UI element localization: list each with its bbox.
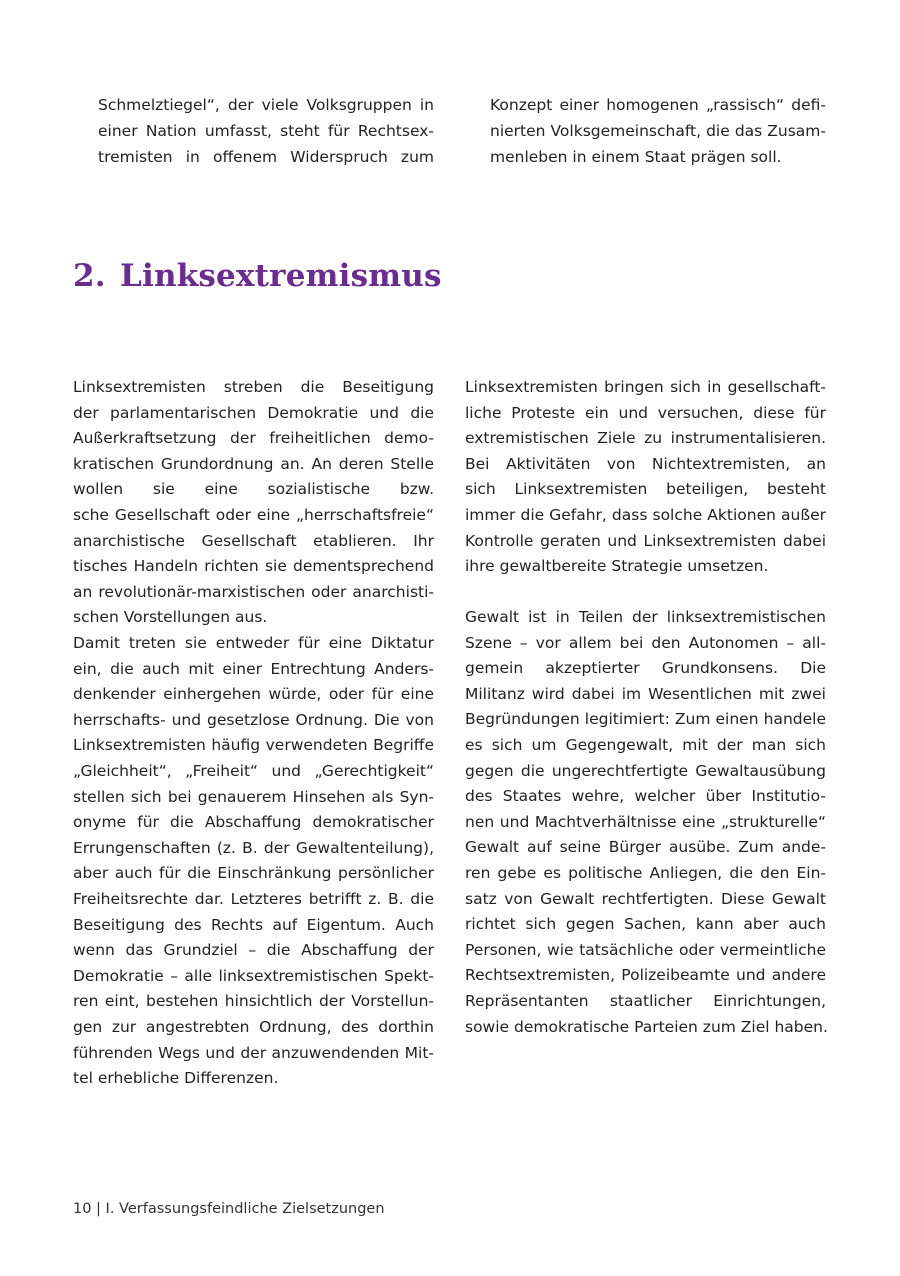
text-line: menleben in einem Staat prägen soll. [490, 148, 782, 166]
text-line: des Staates wehre, welcher über Institutio- [465, 787, 826, 806]
text-line: schen Vorstellungen aus. [73, 608, 268, 627]
text-line: Militanz wird dabei im Wesentlichen mit zwei [465, 684, 826, 703]
text-line: immer die Gefahr, dass solche Aktionen außer [465, 506, 826, 524]
section-number: 2. [73, 258, 106, 294]
text-line: tremisten in offenem Widerspruch zum [98, 148, 434, 166]
text-line: Freiheitsrechte dar. Letzteres betrifft z. B. die [73, 890, 434, 908]
text-line: liche Proteste ein und versuchen, diese für [465, 403, 826, 422]
section-heading [73, 258, 442, 294]
text-line: an revolutionär-marxistischen oder anarchisti- [73, 582, 434, 601]
text-line: der parlamentarischen Demokratie und die [73, 403, 434, 422]
text-line: Linksextremisten streben die Beseitigung [73, 378, 434, 396]
text-line: nierten Volksgemeinschaft, die das Zusam- [490, 122, 826, 140]
text-line: kratischen Grundordnung an. An deren Stelle [73, 454, 434, 473]
text-line: Begründungen legitimiert: Zum einen handele [465, 710, 826, 729]
text-line: Gewalt ist in Teilen der linksextremistischen [465, 608, 826, 626]
text-line: es sich um Gegengewalt, mit der man sich [465, 736, 826, 754]
text-line: richtet sich gegen Sachen, kann aber auch [465, 915, 826, 934]
text-line: satz von Gewalt rechtfertigten. Diese Gewalt [465, 889, 826, 908]
page-footer: 10 | I. Verfassungsfeindliche Zielsetzungen [73, 1201, 385, 1217]
text-line: Bei Aktivitäten von Nichtextremisten, an [465, 454, 826, 473]
text-line: wenn das Grundziel – die Abschaffung der [73, 941, 434, 960]
text-line: Errungenschaften (z. B. der Gewaltenteilung), [73, 838, 434, 857]
text-line: nen und Machtverhältnisse eine „strukturelle“ [465, 812, 826, 831]
text-line: aber auch für die Einschränkung persönlicher [73, 864, 434, 883]
text-line: Außerkraftsetzung der freiheitlichen demo- [73, 429, 434, 448]
text-line: einer Nation umfasst, steht für Rechtsex- [98, 122, 434, 140]
section-title: Linksextremismus [120, 258, 442, 294]
text-line: Kontrolle geraten und Linksextremisten dabei [465, 531, 826, 550]
text-line: Beseitigung des Rechts auf Eigentum. Auch [73, 915, 434, 934]
text-line: denkender einhergehen würde, oder für eine [73, 685, 434, 704]
text-line: anarchistische Gesellschaft etablieren. Ihr [73, 531, 434, 550]
text-line: wollen sie eine sozialistische bzw. [73, 480, 434, 499]
text-line: gemein akzeptierter Grundkonsens. Die [465, 659, 826, 678]
text-line: Szene – vor allem bei den Autonomen – all- [465, 633, 826, 652]
text-line: gen zur angestrebten Ordnung, des dorthin [73, 1018, 434, 1036]
text-line: Personen, wie tatsächliche oder vermeintliche [465, 940, 826, 959]
text-line: Damit treten sie entweder für eine Diktatur [73, 634, 434, 652]
text-line: „Gleichheit“, „Freiheit“ und „Gerechtigkeit“ [73, 762, 434, 780]
text-line: tisches Handeln richten sie dementsprechend [73, 557, 434, 576]
text-line: ren gebe es politische Anliegen, die den Ein- [465, 864, 826, 882]
text-line: onyme für die Abschaffung demokratischer [73, 813, 434, 832]
text-line: Konzept einer homogenen „rassisch“ defi- [490, 96, 826, 114]
text-line: Repräsentanten staatlicher Einrichtungen, [465, 992, 826, 1010]
text-line: Demokratie – alle linksextremistischen Spekt- [73, 966, 434, 985]
text-line: führenden Wegs und der anzuwendenden Mit- [73, 1043, 434, 1062]
text-line: Linksextremisten häufig verwendeten Begriffe [73, 736, 434, 755]
text-line: ihre gewaltbereite Strategie umsetzen. [465, 557, 769, 576]
text-line: Linksextremisten bringen sich in gesellschaft- [465, 378, 826, 396]
text-line: sich Linksextremisten beteiligen, besteht [465, 480, 826, 499]
text-line: gegen die ungerechtfertigte Gewaltausübung [465, 761, 826, 780]
text-line: Gewalt auf seine Bürger ausübe. Zum ande- [465, 838, 826, 857]
text-line: ren eint, bestehen hinsichtlich der Vorstellun- [73, 992, 434, 1011]
text-line: sowie demokratische Parteien zum Ziel haben. [465, 1017, 828, 1036]
text-line: sche Gesellschaft oder eine „herrschaftsfreie“ [73, 506, 434, 524]
text-line: extremistischen Ziele zu instrumentalisieren. [465, 429, 826, 448]
text-line: Rechtsextremisten, Polizeibeamte und andere [465, 966, 826, 985]
text-line: stellen sich bei genauerem Hinsehen als Syn- [73, 787, 434, 806]
text-line: Schmelztiegel“, der viele Volksgruppen in [98, 96, 434, 114]
text-line: ein, die auch mit einer Entrechtung Anders- [73, 659, 434, 678]
text-line: tel erhebliche Differenzen. [73, 1069, 279, 1088]
text-line: herrschafts- und gesetzlose Ordnung. Die von [73, 710, 434, 729]
